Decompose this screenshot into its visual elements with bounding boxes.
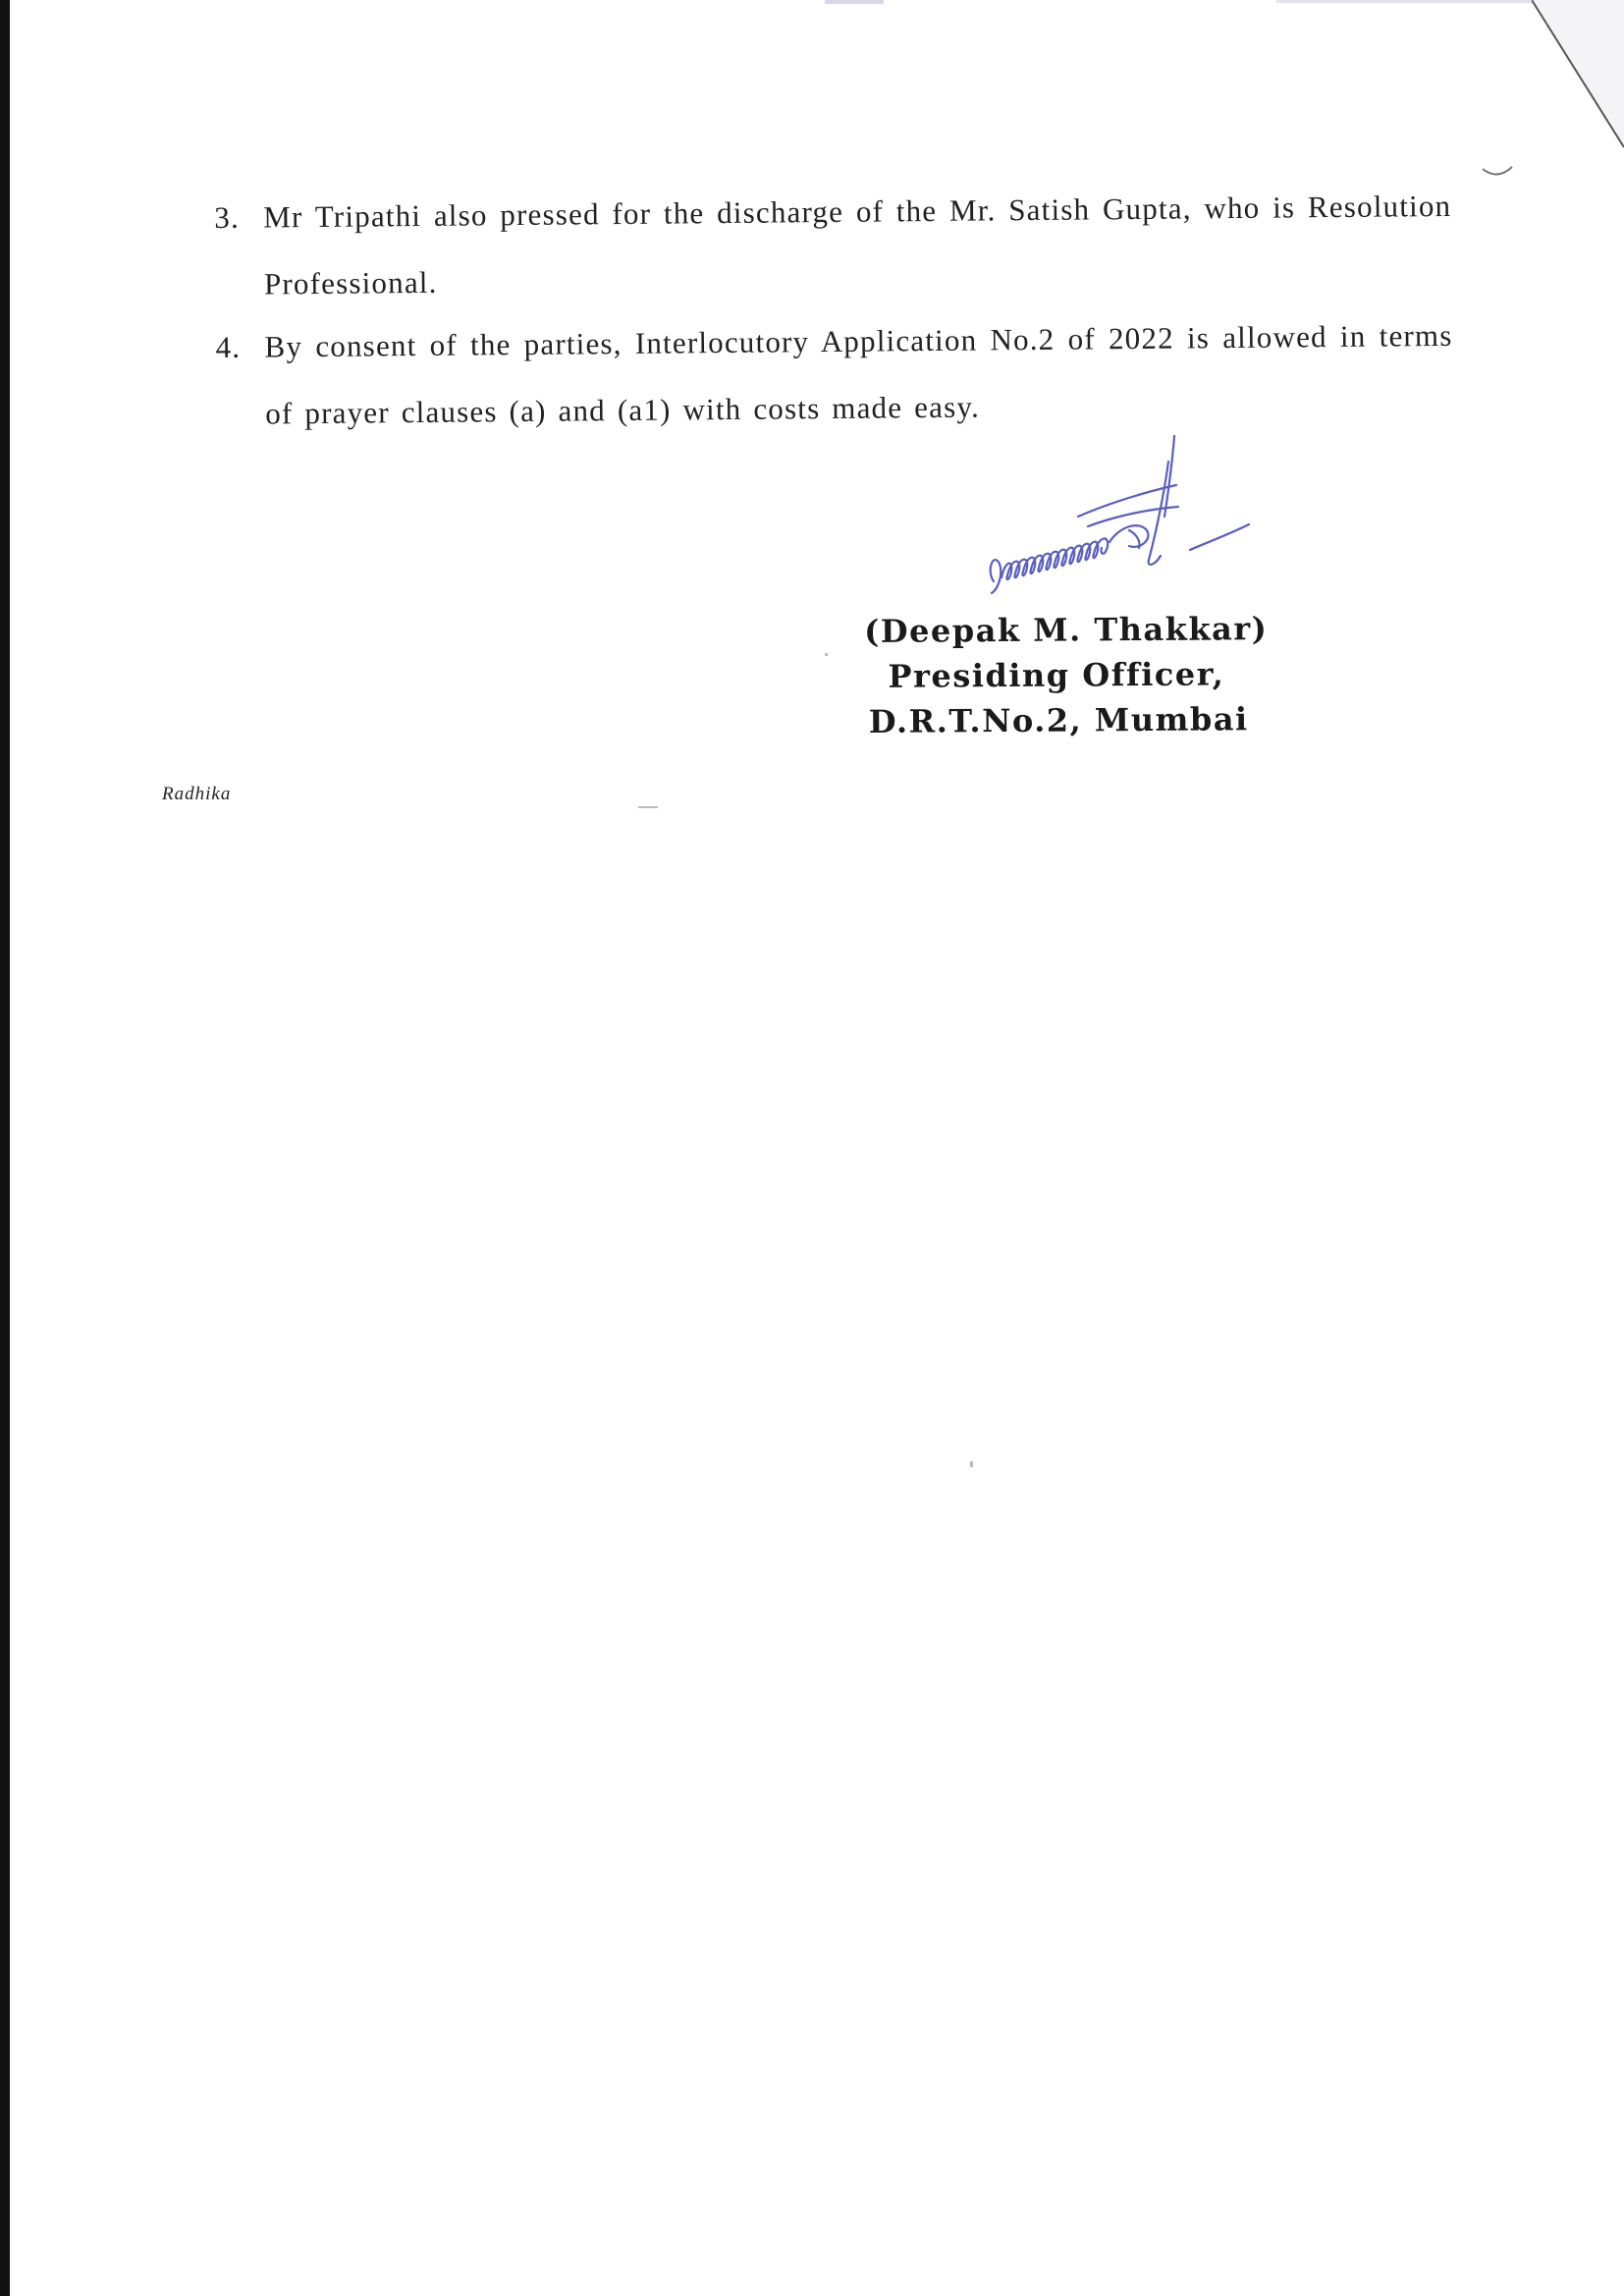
typist-initials: Radhika — [162, 784, 232, 804]
paragraph-3 — [214, 173, 1452, 318]
paragraph-number: 3. — [214, 199, 241, 235]
paragraph-4 — [215, 302, 1453, 448]
signatory-office: D.R.T.No.2, Mumbai — [868, 700, 1249, 740]
signature-block — [864, 606, 1277, 744]
scan-speck — [970, 1461, 973, 1467]
signatory-designation: Presiding Officer, — [888, 655, 1225, 695]
scan-corner-marks — [0, 0, 1624, 196]
paragraph-text: By consent of the parties, Interlocutory Application No.2 of 2022 is allowed in terms of prayer clauses (a) and (a1) with costs made easy. — [264, 317, 1453, 431]
paragraph-text: Mr Tripathi also pressed for the discharge of the Mr. Satish Gupta, who is Resolution Professional. — [263, 188, 1452, 301]
order-body — [214, 173, 1453, 444]
scan-speck — [825, 653, 828, 656]
scan-speck — [638, 806, 658, 808]
signatory-name: (Deepak M. Thakkar) — [864, 610, 1269, 650]
paragraph-number: 4. — [215, 329, 242, 364]
scan-edge — [0, 0, 10, 2296]
handwritten-signature — [972, 432, 1345, 629]
